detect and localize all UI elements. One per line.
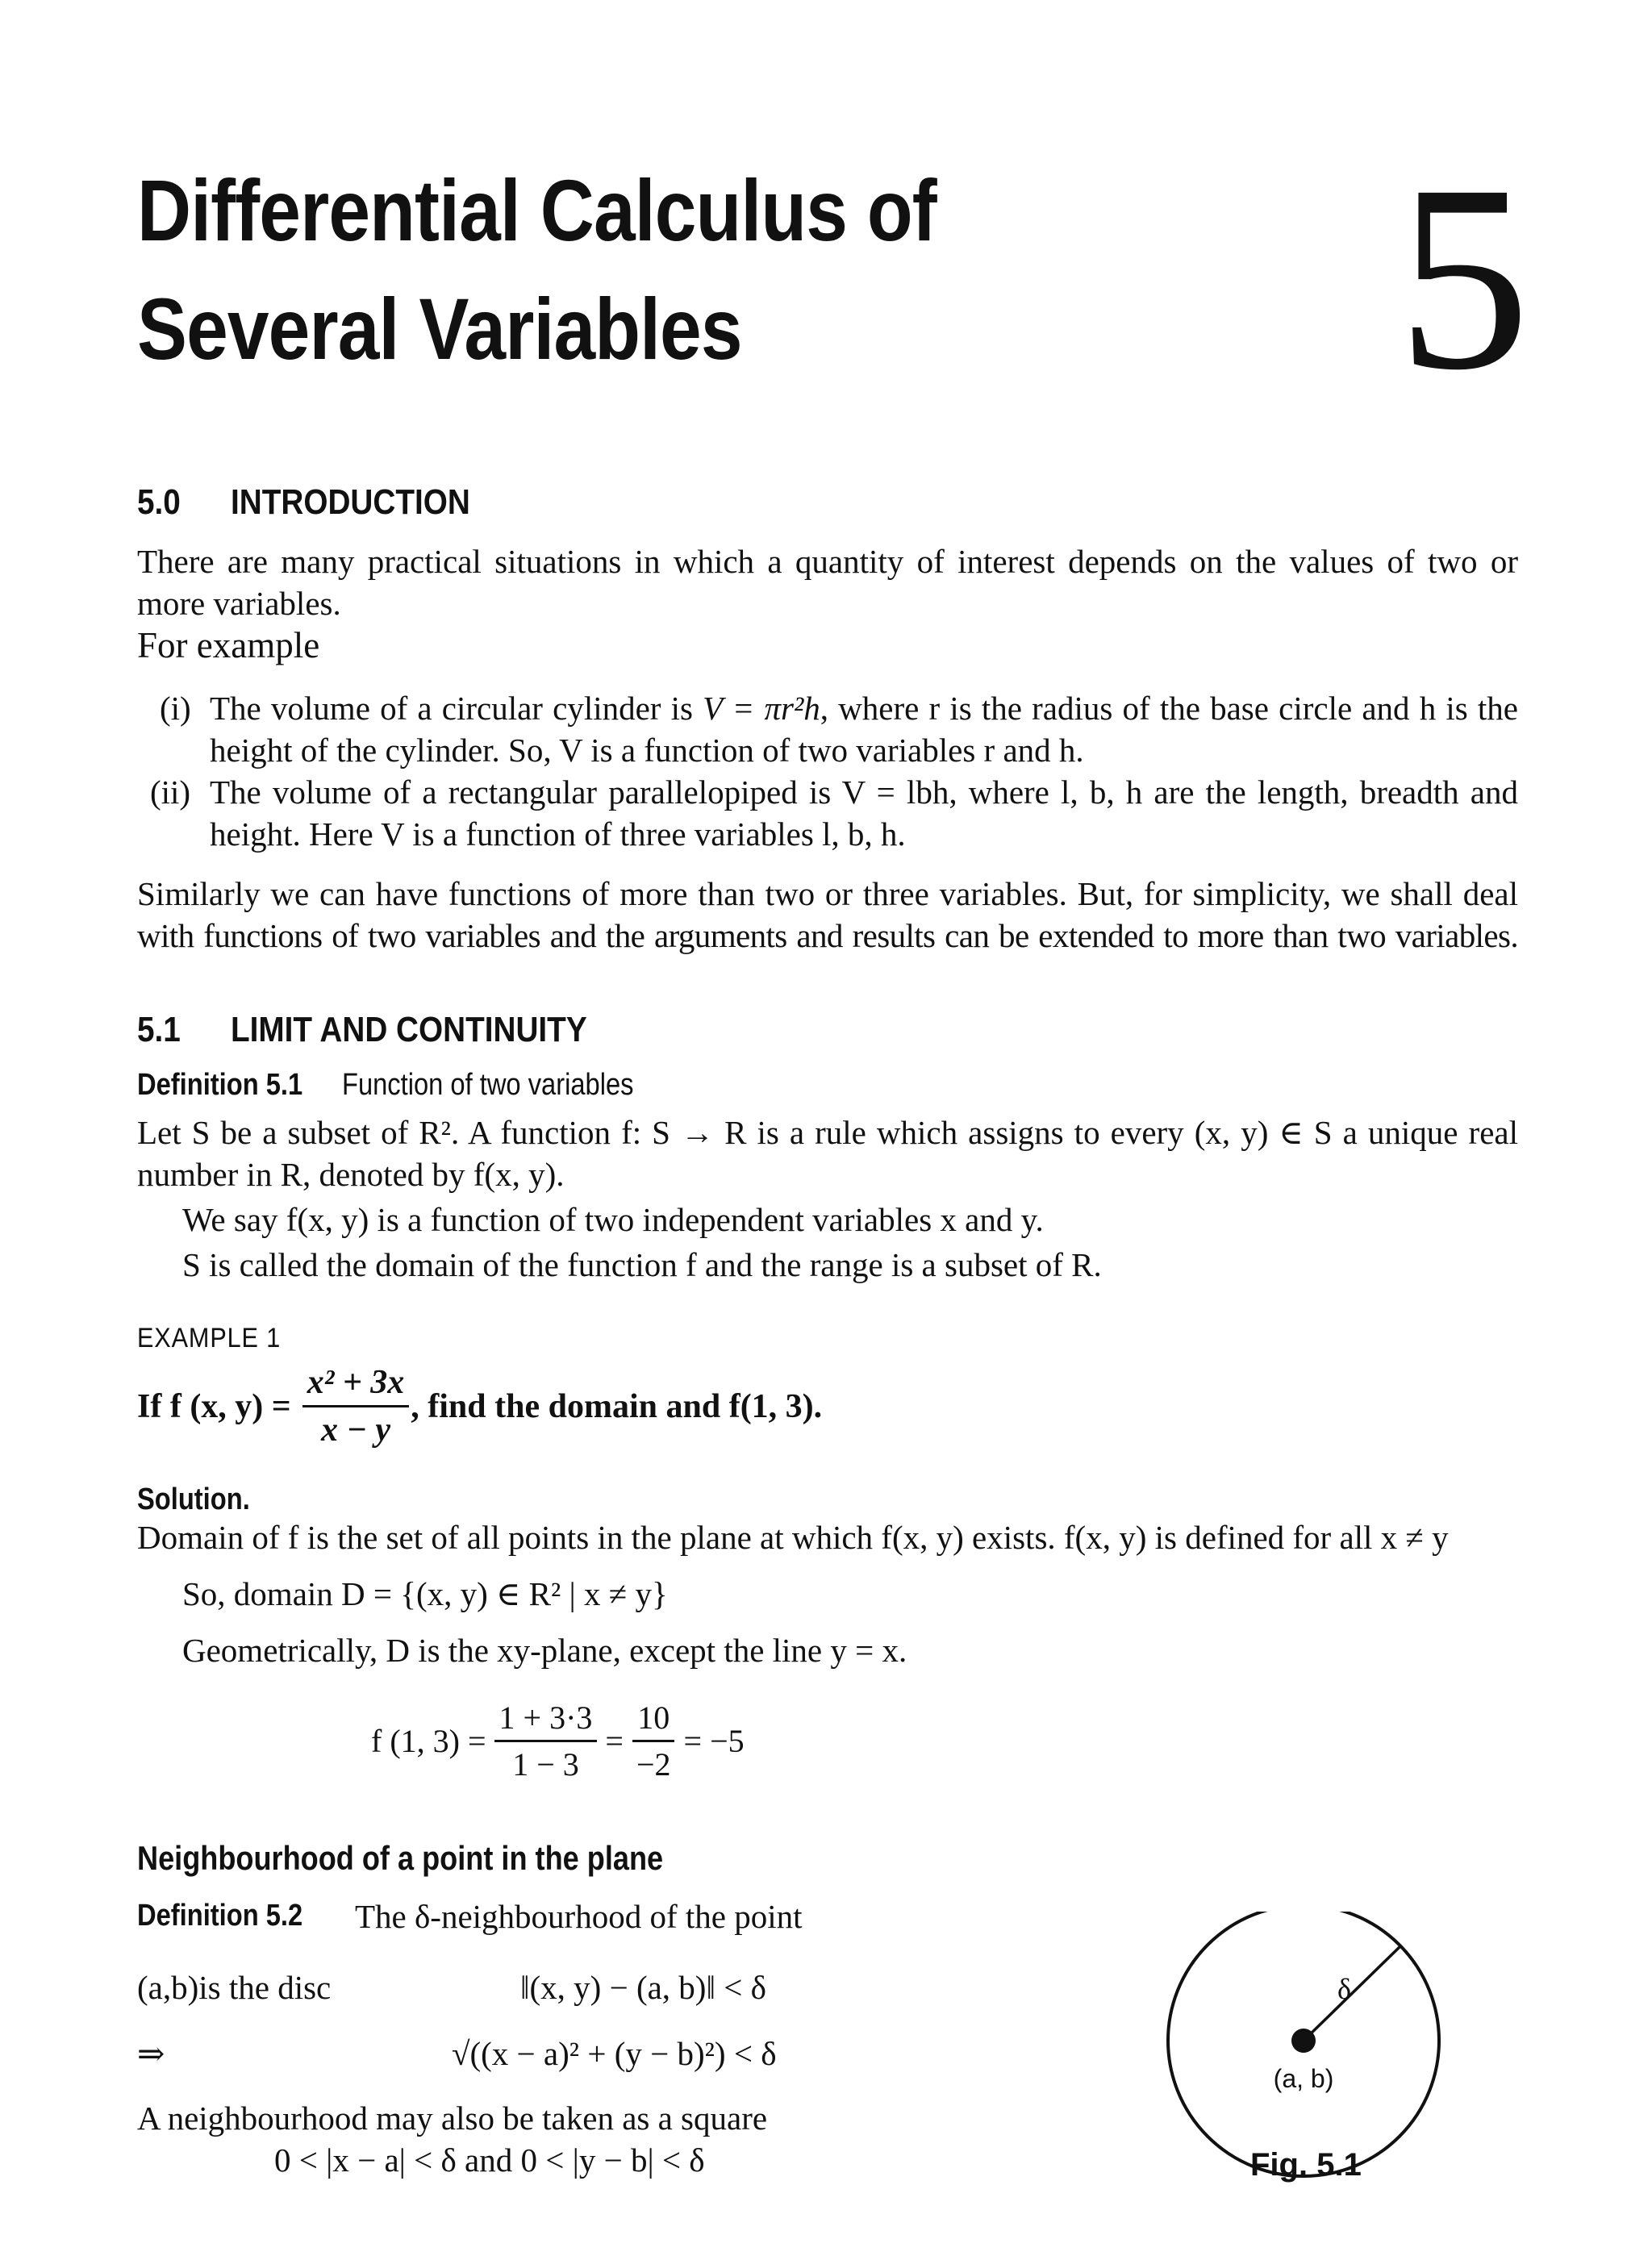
example-problem <box>137 1363 822 1449</box>
solution-label: Solution. <box>137 1482 250 1516</box>
fraction-denominator: x − y <box>320 1412 391 1449</box>
implies-arrow: ⇒ <box>137 2035 165 2072</box>
radius-line <box>1304 1946 1400 2041</box>
list-marker-ii: (ii) <box>150 774 191 811</box>
calc-den-2: −2 <box>636 1746 671 1783</box>
def-line3: We say f(x, y) is a function of two independent variables x and y. <box>182 1201 1044 1238</box>
calc-den-1: 1 − 3 <box>512 1746 579 1783</box>
example-lead: If f (x, y) = <box>137 1387 291 1425</box>
intro-line1: There are many practical situations in which a quantity of interest depends on the values of two or <box>137 543 1518 580</box>
solution-geometric: Geometrically, D is the xy-plane, except the line y = x. <box>182 1632 907 1669</box>
def-line1: Let S be a subset of R². A function f: S → R is a rule which assigns to every (x, y) ∈ S a unique real <box>137 1114 1518 1151</box>
intro-para2-line1: Similarly we can have functions of more than two or three variables. But, for simplicity, we shall deal <box>137 875 1518 912</box>
disc-label: (a,b)is the disc <box>137 1969 332 2006</box>
definition-label: Definition 5.2 <box>137 1899 303 1933</box>
item1-line1: The volume of a circular cylinder is V = πr²h, where r is the radius of the base circle and h is the <box>210 690 1518 727</box>
def-line2: number in R, denoted by f(x, y). <box>137 1156 565 1193</box>
calc-fraction-1 <box>494 1699 598 1783</box>
example-fraction <box>302 1363 410 1449</box>
square-text: A neighbourhood may also be taken as a square <box>137 2100 768 2137</box>
intro-line2: more variables. <box>137 585 341 622</box>
list-marker-i: (i) <box>160 690 191 727</box>
calc-lhs: f (1, 3) = <box>371 1723 486 1759</box>
example-label: EXAMPLE 1 <box>137 1323 282 1353</box>
delta-label: δ <box>1337 1973 1351 2005</box>
calc-result: = −5 <box>683 1723 745 1759</box>
sqrt-formula: √((x − a)² + (y − b)²) < δ <box>452 2035 777 2072</box>
chapter-title-line2: Several Variables <box>137 280 742 377</box>
chapter-title-line1: Differential Calculus of <box>137 161 937 259</box>
section-title: INTRODUCTION <box>231 482 470 522</box>
for-example: For example <box>137 625 320 665</box>
center-label: (a, b) <box>1273 2064 1334 2093</box>
intro-para2-line2: with functions of two variables and the arguments and results can be extended to more than two variables. <box>137 917 1518 954</box>
example-tail: , find the domain and f(1, 3). <box>411 1387 823 1425</box>
section-title: LIMIT AND CONTINUITY <box>231 1010 587 1049</box>
def-line4: S is called the domain of the function f and the range is a subset of R. <box>182 1246 1102 1283</box>
square-formula: 0 < |x − a| < δ and 0 < |y − b| < δ <box>274 2141 705 2179</box>
item2-line1: The volume of a rectangular parallelopiped is V = lbh, where l, b, h are the length, breadth and <box>210 774 1518 811</box>
item1-line2: height of the cylinder. So, V is a function of two variables r and h. <box>210 732 1084 769</box>
fraction-numerator: x² + 3x <box>302 1363 410 1407</box>
disc-formula: ‖(x, y) − (a, b)‖ < δ <box>520 1969 766 2006</box>
calc-num-2: 10 <box>632 1699 674 1742</box>
section-number: 5.1 <box>137 1010 181 1049</box>
calculation <box>371 1699 745 1783</box>
neighbourhood-heading: Neighbourhood of a point in the plane <box>137 1839 664 1877</box>
cylinder-volume-formula: V = πr²h <box>703 690 820 727</box>
center-point <box>1291 2029 1316 2053</box>
item2-line2: height. Here V is a function of three variables l, b, h. <box>210 815 906 853</box>
chapter-number: 5 <box>1397 131 1530 425</box>
definition-label: Definition 5.1 <box>137 1068 303 1102</box>
definition-title: Function of two variables <box>342 1068 634 1102</box>
calc-equals: = <box>605 1723 624 1759</box>
solution-line1: Domain of f is the set of all points in the plane at which f(x, y) exists. f(x, y) is defined for all x ≠ y <box>137 1519 1449 1556</box>
definition-text: The δ-neighbourhood of the point <box>355 1898 803 1935</box>
calc-num-1: 1 + 3·3 <box>494 1699 598 1742</box>
calc-fraction-2 <box>632 1699 676 1783</box>
figure-caption: Fig. 5.1 <box>1250 2147 1362 2183</box>
section-number: 5.0 <box>137 482 181 522</box>
solution-domain: So, domain D = {(x, y) ∈ R² | x ≠ y} <box>182 1575 668 1612</box>
neighbourhood-figure <box>1153 1912 1476 2186</box>
